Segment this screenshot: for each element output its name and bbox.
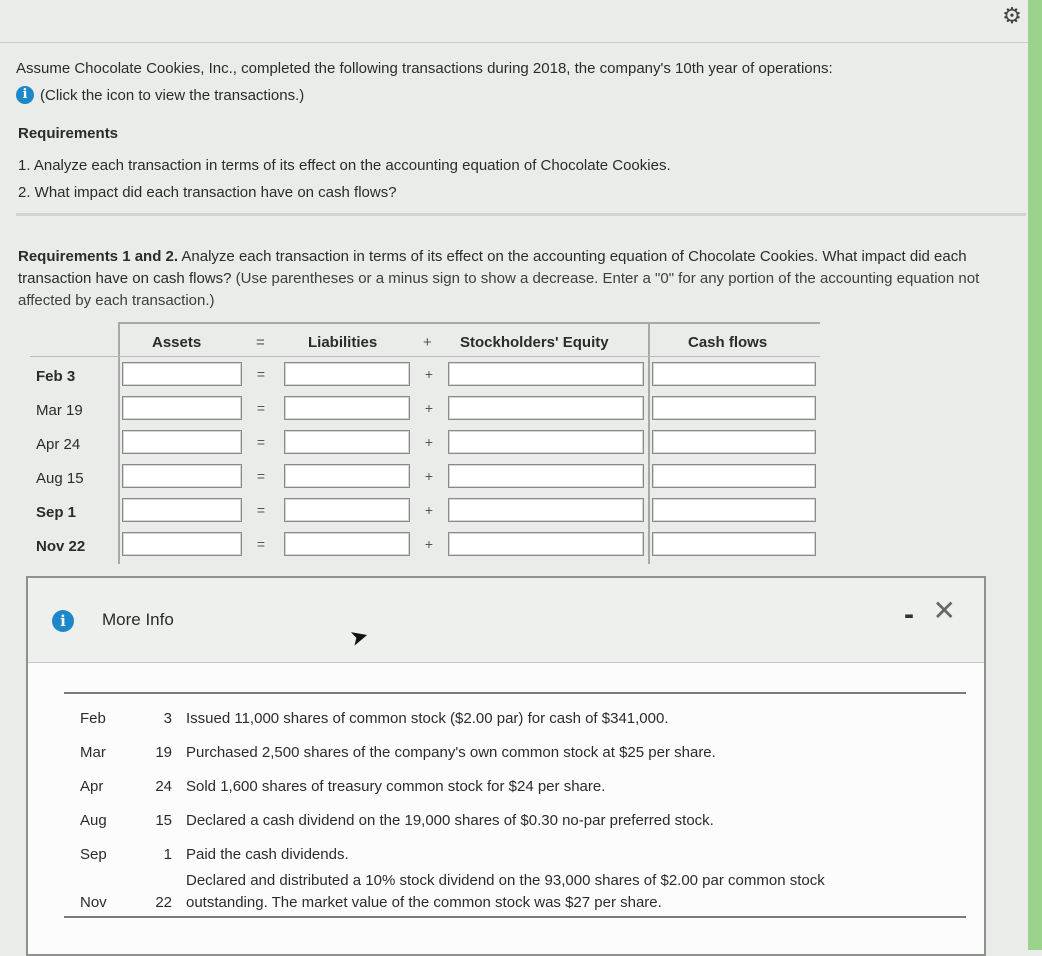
assets-input[interactable] (122, 498, 242, 522)
column-divider (118, 322, 120, 564)
equity-input[interactable] (448, 464, 644, 488)
row-label: Sep 1 (36, 504, 77, 521)
liabilities-input[interactable] (284, 532, 410, 556)
background-strip (1028, 0, 1042, 950)
liabilities-input[interactable] (284, 498, 410, 522)
transactions-link-label: (Click the icon to view the transactions.) (40, 86, 305, 104)
cash-flows-input[interactable] (652, 430, 816, 454)
header-plus: + (423, 334, 432, 351)
close-button[interactable]: ✕ (932, 595, 956, 626)
transaction-day: 15 (155, 812, 172, 829)
cash-flows-input[interactable] (652, 362, 816, 386)
equity-input[interactable] (448, 430, 644, 454)
transaction-day: 22 (155, 894, 172, 911)
equals-sign: = (256, 366, 266, 382)
minimize-button[interactable]: - (904, 598, 914, 631)
requirement-item: 2. What impact did each transaction have on cash flows? (18, 184, 397, 201)
plus-sign: + (424, 468, 434, 484)
assets-input[interactable] (122, 464, 242, 488)
plus-sign: + (424, 434, 434, 450)
transaction-month: Feb (80, 710, 106, 727)
equation-table (30, 322, 820, 564)
equals-sign: = (256, 434, 266, 450)
equity-input[interactable] (448, 396, 644, 420)
more-info-dialog (26, 576, 986, 956)
transaction-day: 3 (163, 710, 172, 727)
intro-text: Assume Chocolate Cookies, Inc., completed the following transactions during 2018, the company's 10th year of operations: (16, 60, 833, 77)
header-equals: = (256, 334, 265, 351)
equity-input[interactable] (448, 532, 644, 556)
info-icon[interactable]: i (16, 86, 34, 104)
header-liabilities: Liabilities (308, 334, 378, 351)
assets-input[interactable] (122, 396, 242, 420)
transaction-description: Declared and distributed a 10% stock dividend on the 93,000 shares of $2.00 par common stock (186, 872, 825, 889)
liabilities-input[interactable] (284, 362, 410, 386)
transaction-description: Issued 11,000 shares of common stock ($2.00 par) for cash of $341,000. (186, 710, 669, 727)
row-label: Feb 3 (36, 368, 76, 385)
liabilities-input[interactable] (284, 464, 410, 488)
plus-sign: + (424, 400, 434, 416)
header-assets: Assets (152, 334, 202, 351)
row-label: Nov 22 (36, 538, 86, 555)
liabilities-input[interactable] (284, 396, 410, 420)
transaction-description: Purchased 2,500 shares of the company's own common stock at $25 per share. (186, 744, 716, 761)
instruction-hint: (Use parentheses or a minus sign to show a decrease. Enter a "0" for any portion of the accounting equation not affected by each transaction.) (18, 270, 980, 309)
transaction-day: 1 (163, 846, 172, 863)
row-label: Apr 24 (36, 436, 81, 453)
instruction-bold: Requirements 1 and 2. (18, 248, 179, 265)
equals-sign: = (256, 400, 266, 416)
gear-icon[interactable]: ⚙ (1002, 3, 1022, 28)
cash-flows-input[interactable] (652, 464, 816, 488)
equals-sign: = (256, 502, 266, 518)
liabilities-input[interactable] (284, 430, 410, 454)
divider (16, 213, 1026, 216)
instruction-text (18, 246, 1008, 312)
transaction-month: Nov (80, 894, 107, 911)
assets-input[interactable] (122, 430, 242, 454)
divider (0, 42, 1028, 43)
equals-sign: = (256, 536, 266, 552)
requirement-item: 1. Analyze each transaction in terms of its effect on the accounting equation of Chocolate Cookies. (18, 157, 671, 174)
transaction-month: Mar (80, 744, 106, 761)
requirements-heading: Requirements (18, 125, 119, 142)
table-rule (64, 916, 966, 918)
requirements-list (18, 152, 671, 206)
row-label: Aug 15 (36, 470, 84, 487)
header-cash-flows: Cash flows (688, 334, 768, 351)
assets-input[interactable] (122, 532, 242, 556)
transaction-description: Paid the cash dividends. (186, 846, 349, 863)
transaction-month: Sep (80, 846, 107, 863)
dialog-title: More Info (102, 610, 174, 629)
cash-flows-input[interactable] (652, 498, 816, 522)
transactions-link[interactable] (16, 86, 304, 104)
transaction-description: outstanding. The market value of the common stock was $27 per share. (186, 894, 662, 911)
transaction-month: Aug (80, 812, 107, 829)
transaction-description: Sold 1,600 shares of treasury common stock for $24 per share. (186, 778, 606, 795)
header-underline (30, 356, 820, 357)
cash-flows-input[interactable] (652, 532, 816, 556)
info-icon: i (52, 610, 74, 632)
plus-sign: + (424, 502, 434, 518)
transaction-day: 24 (155, 778, 172, 795)
equity-input[interactable] (448, 362, 644, 386)
header-equity: Stockholders' Equity (460, 334, 609, 351)
plus-sign: + (424, 366, 434, 382)
row-label: Mar 19 (36, 402, 83, 419)
instruction-body: Analyze each transaction in terms of its effect on the accounting equation of Chocolate Cookies. What impact did each transaction have on cash flows? (18, 248, 967, 287)
column-divider (648, 322, 650, 564)
plus-sign: + (424, 536, 434, 552)
table-rule (64, 692, 966, 694)
assets-input[interactable] (122, 362, 242, 386)
transaction-month: Apr (80, 778, 104, 795)
equity-input[interactable] (448, 498, 644, 522)
equals-sign: = (256, 468, 266, 484)
transaction-description: Declared a cash dividend on the 19,000 shares of $0.30 no-par preferred stock. (186, 812, 714, 829)
mouse-cursor-icon: ➤ (346, 622, 372, 651)
cash-flows-input[interactable] (652, 396, 816, 420)
transaction-day: 19 (155, 744, 172, 761)
